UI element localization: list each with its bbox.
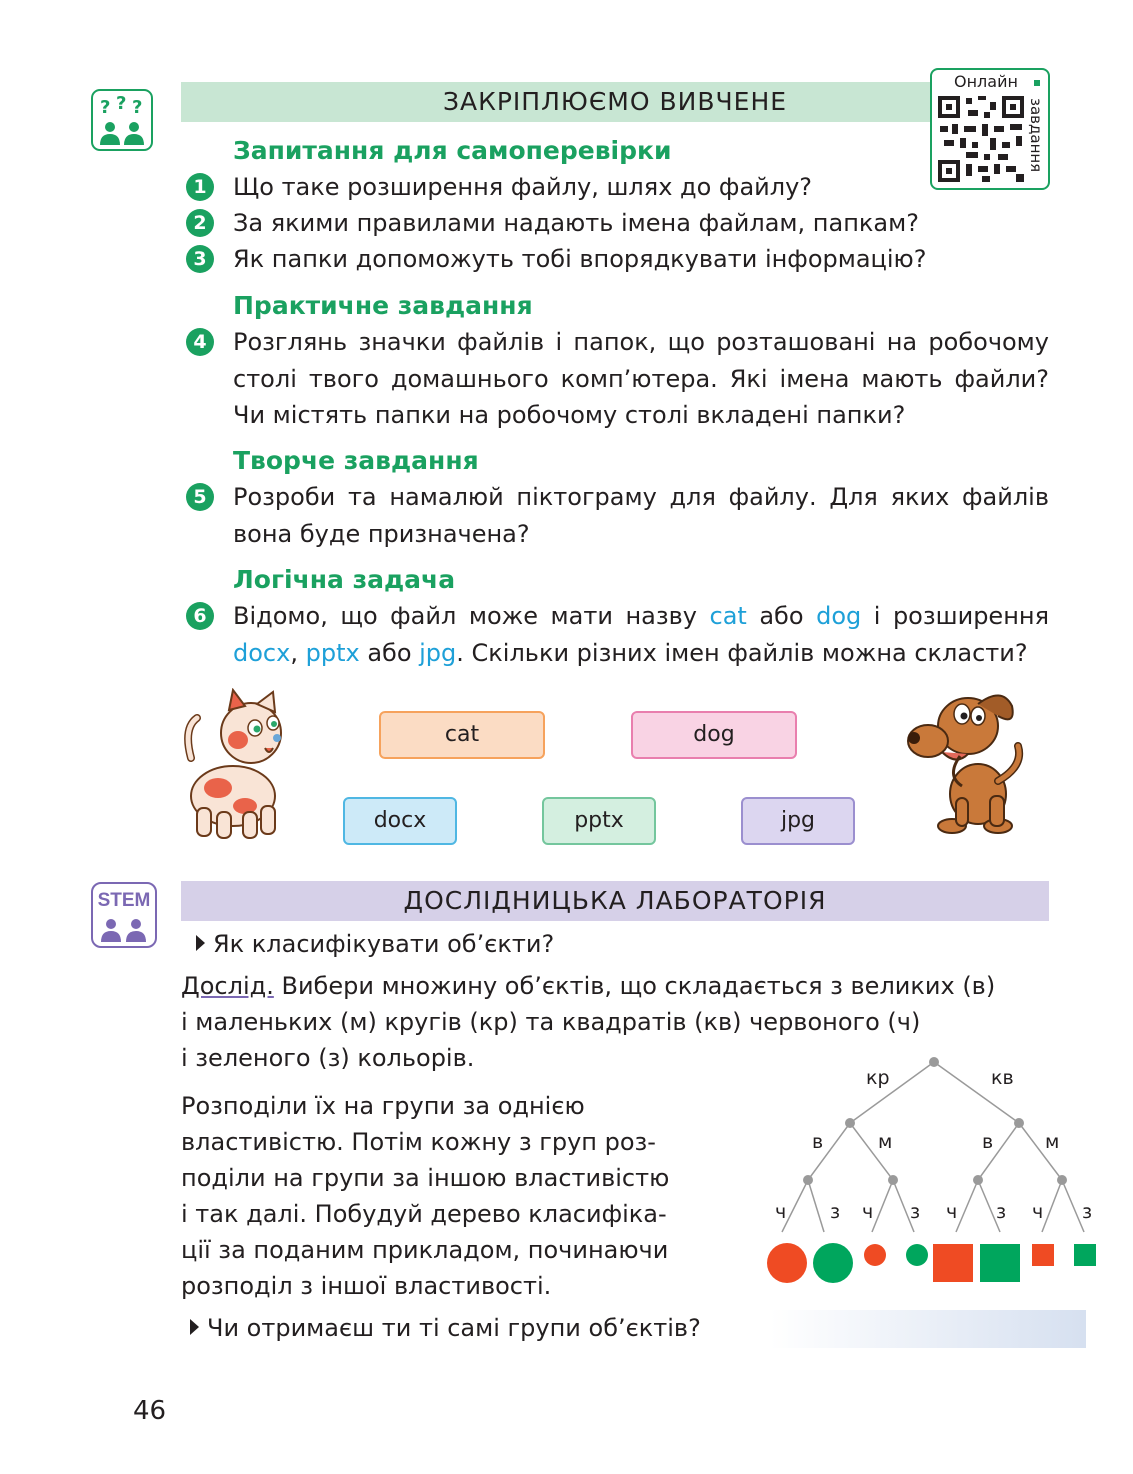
- tree-label-small: м: [1045, 1131, 1060, 1153]
- q6-text: . Скільки різних імен файлів можна скласти?: [456, 638, 1028, 667]
- svg-text:?: ?: [116, 93, 127, 114]
- task-line-4: і так далі. Побудуй дерево класифіка-: [181, 1200, 667, 1228]
- online-label: Онлайн: [954, 72, 1018, 91]
- q6-text: і розширення: [861, 602, 1050, 630]
- box-dog: dog: [631, 711, 797, 759]
- triangle-bullet-icon: [190, 1319, 199, 1335]
- small-red-circle: [864, 1244, 886, 1266]
- box-cat: cat: [379, 711, 545, 759]
- tree-label-red: ч: [946, 1201, 958, 1223]
- creative-heading: Творче завдання: [233, 446, 479, 475]
- discussion-icon: [91, 89, 153, 151]
- tree-label-big: в: [982, 1131, 994, 1153]
- stem-icon: [91, 882, 157, 948]
- online-dot: [1034, 80, 1040, 86]
- q6-text: або: [359, 638, 420, 667]
- question-5: Розроби та намалюй піктограму для файлу. Для яких файлів вона буде призначена?: [233, 483, 1049, 548]
- experiment-text: Вибери множину об’єктів, що складається з великих (в): [273, 972, 996, 1000]
- big-green-square: [980, 1244, 1020, 1282]
- box-docx: docx: [343, 797, 457, 845]
- dog-illustration: [906, 686, 1036, 840]
- box-jpg: jpg: [741, 797, 855, 845]
- lab-question-1: [196, 926, 554, 963]
- question-4: Розглянь значки файлів і папок, що розташовані на робочому столі твого домашнього комп’ютера. Які імена мають файли? Чи містять папки на робочому столі вкладені папки?: [233, 328, 1049, 429]
- tree-label-green: з: [830, 1201, 841, 1223]
- task-line-3: поділи на групи за іншою властивістю: [181, 1164, 670, 1192]
- question-number-2: 2: [186, 209, 214, 237]
- tree-label-green: з: [1082, 1201, 1093, 1223]
- lab-title-bar: [181, 881, 1049, 921]
- tree-label-green: з: [996, 1201, 1007, 1223]
- experiment-label: Дослід.: [181, 972, 274, 1000]
- small-red-square: [1032, 1244, 1054, 1266]
- tree-label-red: ч: [775, 1201, 787, 1223]
- tree-label-square: кв: [991, 1067, 1014, 1089]
- question-6: [233, 598, 1049, 671]
- cat-illustration: [183, 688, 293, 847]
- section-title-bar: [181, 82, 1049, 122]
- task-line-2: властивістю. Потім кожну з груп роз-: [181, 1128, 656, 1156]
- big-red-square: [933, 1244, 973, 1282]
- tree-label-green: з: [910, 1201, 921, 1223]
- logic-heading: Логічна задача: [233, 565, 456, 594]
- q6-text: ,: [290, 638, 306, 667]
- question-1: Що таке розширення файлу, шлях до файлу?: [233, 173, 813, 201]
- svg-text:?: ?: [132, 97, 143, 118]
- keyword-dog: dog: [816, 602, 862, 630]
- tree-label-circle: кр: [866, 1067, 890, 1089]
- lab-question-1-text: Як класифікувати об’єкти?: [213, 930, 555, 958]
- classification-tree: [760, 1050, 1100, 1294]
- page-number: 46: [133, 1396, 167, 1426]
- svg-text:?: ?: [100, 97, 111, 118]
- experiment-line-1: [181, 968, 1049, 1005]
- keyword-cat: cat: [709, 602, 747, 630]
- box-pptx: pptx: [542, 797, 656, 845]
- q6-text: або: [746, 602, 817, 630]
- online-side-label: завдання: [1027, 98, 1045, 173]
- self-check-heading: Запитання для самоперевірки: [233, 136, 672, 165]
- tree-label-red: ч: [1032, 1201, 1044, 1223]
- lab-title: ДОСЛІДНИЦЬКА ЛАБОРАТОРІЯ: [403, 886, 827, 915]
- practical-heading: Практичне завдання: [233, 291, 533, 320]
- stem-label: STEM: [97, 890, 151, 911]
- q6-text: Відомо, що файл може мати назву: [233, 602, 710, 630]
- keyword-pptx: pptx: [305, 638, 360, 667]
- question-number-5: 5: [186, 483, 214, 511]
- question-number-4: 4: [186, 328, 214, 356]
- experiment-line-2: і маленьких (м) кругів (кр) та квадратів (кв) червоного (ч): [181, 1008, 921, 1036]
- decorative-gradient-strip: [770, 1310, 1086, 1348]
- lab-question-2: [190, 1310, 701, 1347]
- big-green-circle: [813, 1243, 853, 1283]
- keyword-jpg: jpg: [419, 638, 457, 667]
- task-line-5: ції за поданим прикладом, починаючи: [181, 1236, 669, 1264]
- question-number-1: 1: [186, 173, 214, 201]
- tree-label-small: м: [878, 1131, 893, 1153]
- question-2: За якими правилами надають імена файлам, папкам?: [233, 209, 919, 237]
- keyword-docx: docx: [233, 638, 291, 667]
- triangle-bullet-icon: [196, 935, 205, 951]
- section-title: ЗАКРІПЛЮЄМО ВИВЧЕНЕ: [442, 87, 788, 116]
- question-number-3: 3: [186, 245, 214, 273]
- big-red-circle: [767, 1243, 807, 1283]
- experiment-line-3: і зеленого (з) кольорів.: [181, 1044, 475, 1072]
- small-green-square: [1074, 1244, 1096, 1266]
- lab-question-2-text: Чи отримаєш ти ті самі групи об’єктів?: [207, 1314, 701, 1342]
- task-line-6: розподіл з іншої властивості.: [181, 1272, 552, 1300]
- small-green-circle: [906, 1244, 928, 1266]
- question-number-6: 6: [186, 602, 214, 630]
- question-3: Як папки допоможуть тобі впорядкувати інформацію?: [233, 245, 927, 273]
- tree-label-big: в: [812, 1131, 824, 1153]
- tree-label-red: ч: [862, 1201, 874, 1223]
- task-line-1: Розподіли їх на групи за однією: [181, 1092, 585, 1120]
